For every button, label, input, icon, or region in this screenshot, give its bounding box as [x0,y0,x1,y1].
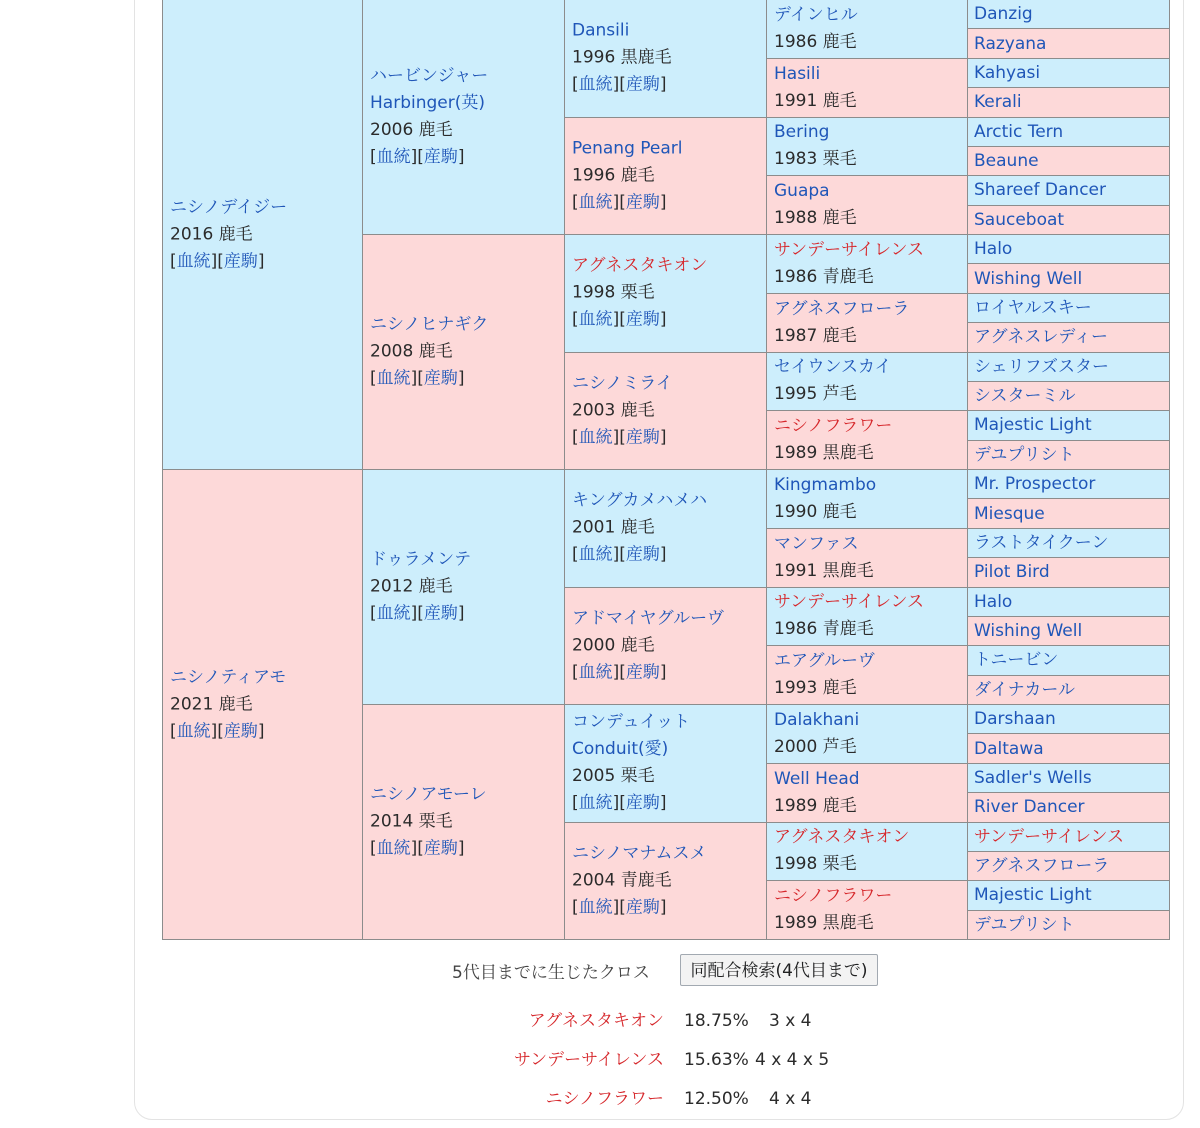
horse-english-name-link[interactable]: Harbinger(英) [370,93,485,113]
pedigree-link[interactable]: 血統 [578,897,613,918]
pedigree-cell [968,59,1170,88]
horse-birth-color: 1986 青鹿毛 [774,619,874,640]
pedigree-cell [968,499,1170,528]
horse-birth-color: 2016 鹿毛 [170,224,253,244]
pedigree-link[interactable]: 血統 [376,603,411,624]
horse-name-link[interactable]: Dalakhani [774,709,860,730]
pedigree-cell [968,646,1170,675]
pedigree-cell [968,881,1170,910]
horse-name-link[interactable]: アグネスタキオン [774,827,910,848]
cell-content [774,354,963,408]
horse-name-link[interactable]: Darshaan [974,709,1056,730]
horse-birth-color: 1983 栗毛 [774,149,857,170]
pedigree-cell [565,470,767,588]
pedigree-cell [363,0,565,235]
cell-content [974,294,1165,322]
cell-content [370,547,560,628]
pedigree-table [162,0,1170,940]
pedigree-cell [767,764,968,823]
horse-name-link[interactable]: Daltawa [974,738,1044,759]
cross-percentage: 12.50% [684,1089,749,1109]
pedigree-cell [968,235,1170,264]
horse-name-link[interactable]: Miesque [974,503,1045,524]
progeny-link[interactable]: 産駒 [423,147,458,167]
horse-links: [血統][産駒] [170,721,265,741]
cross-row [400,1086,830,1112]
horse-links: [血統][産駒] [572,544,667,565]
horse-name-link[interactable]: ニシノミライ [572,373,673,394]
horse-birth-color: 1986 鹿毛 [774,31,857,52]
horse-name-link[interactable]: サンデーサイレンス [774,239,925,260]
cell-content [974,705,1165,733]
cross-generations: 3 x 4 [769,1011,812,1031]
pedigree-link[interactable]: 血統 [578,309,613,330]
horse-name-link[interactable]: サンデーサイレンス [774,592,925,613]
pedigree-link[interactable]: 血統 [578,793,613,814]
horse-name-link[interactable]: コンデュイット [572,712,691,733]
cell-content [774,531,963,585]
horse-name-link[interactable]: Halo [974,591,1013,612]
pedigree-cell [968,441,1170,470]
horse-links: [血統][産駒] [572,793,667,814]
cell-content [974,881,1165,909]
cell-content [974,617,1165,645]
horse-name-link[interactable]: キングカメハメハ [572,490,708,511]
horse-name-link[interactable]: ダイナカール [974,679,1075,700]
progeny-link[interactable]: 産駒 [423,838,458,859]
horse-name-link[interactable]: サンデーサイレンス [974,826,1125,847]
pedigree-cell [968,0,1170,29]
pedigree-cell [968,470,1170,499]
cell-content [974,793,1165,821]
pedigree-cell [968,294,1170,323]
pedigree-cell [767,646,968,705]
pedigree-cell [968,852,1170,881]
horse-birth-color: 1989 黒鹿毛 [774,443,874,464]
horse-birth-color: 2000 芦毛 [774,736,857,757]
horse-birth-color: 1989 鹿毛 [774,795,857,816]
cell-content [974,176,1165,204]
cell-content [572,709,762,817]
pedigree-cell [767,881,968,940]
pedigree-cell [565,353,767,471]
horse-name-link[interactable]: ニシノティアモ [170,667,287,687]
pedigree-cell [968,29,1170,58]
horse-name-link[interactable]: ロイヤルスキー [974,297,1092,318]
horse-name-link[interactable]: Sadler's Wells [974,767,1092,788]
cell-content [774,413,963,467]
horse-name-link[interactable]: トニービン [974,650,1059,671]
cross-label: 5代目までに生じたクロス [452,963,650,983]
pedigree-link[interactable]: 血統 [376,368,411,389]
horse-name-link[interactable]: Majestic Light [974,415,1092,436]
cell-content [974,323,1165,351]
cell-content [774,472,963,526]
horse-birth-color: 2006 鹿毛 [370,120,453,140]
pedigree-cell [162,0,363,470]
cell-content [974,30,1165,58]
pedigree-cell [767,353,968,412]
pedigree-cell [968,176,1170,205]
cell-content [974,441,1165,469]
pedigree-link[interactable]: 血統 [376,147,411,167]
horse-name-link[interactable]: セイウンスカイ [774,357,892,378]
pedigree-cell [767,294,968,353]
pedigree-cell [565,235,767,353]
cross-horse-link[interactable]: アグネスタキオン [528,1011,664,1031]
horse-birth-color: 1998 栗毛 [774,854,857,875]
cell-content [974,588,1165,616]
cell-content [774,178,963,232]
cell-content [774,589,963,643]
horse-birth-color: 2001 鹿毛 [572,517,655,538]
horse-name-link[interactable]: Razyana [974,33,1047,54]
pedigree-cell [968,118,1170,147]
pedigree-link[interactable]: 血統 [578,544,613,565]
horse-name-link[interactable]: Shareef Dancer [974,180,1106,201]
horse-name-link[interactable]: ラストタイクーン [974,532,1109,553]
cross-generations: 4 x 4 x 5 [755,1050,830,1070]
cross-row [400,1008,830,1034]
cross-generations: 4 x 4 [769,1089,812,1109]
cell-content [774,61,963,115]
pedigree-cell [968,617,1170,646]
pedigree-cell [767,118,968,177]
horse-name-link[interactable]: Wishing Well [974,268,1083,289]
pedigree-cell [968,911,1170,940]
cell-content [974,265,1165,293]
horse-birth-color: 1996 鹿毛 [572,165,655,186]
horse-name-link[interactable]: Dansili [572,20,630,41]
pedigree-link[interactable]: 血統 [578,192,613,213]
cell-content [974,911,1165,939]
progeny-link[interactable]: 産駒 [625,427,660,448]
horse-name-link[interactable]: アグネスタキオン [572,255,708,276]
progeny-link[interactable]: 産駒 [625,309,660,330]
same-mating-search-button[interactable]: 同配合検索(4代目まで) [680,954,878,986]
cell-content [974,676,1165,704]
pedigree-cell [767,59,968,118]
pedigree-cell [968,705,1170,734]
cell-content [572,488,762,569]
horse-name-link[interactable]: ニシノヒナギク [370,314,489,335]
progeny-link[interactable]: 産駒 [625,662,660,683]
horse-name-link[interactable]: マンファス [774,533,859,554]
cell-content [974,206,1165,234]
cross-row [400,1047,830,1073]
pedigree-link[interactable]: 血統 [176,251,211,271]
pedigree-cell [565,0,767,118]
pedigree-cell [968,264,1170,293]
cell-content [774,237,963,291]
horse-name-link[interactable]: シェリフズスター [974,356,1109,377]
horse-name-link[interactable]: Hasili [774,63,821,84]
cell-content [974,529,1165,557]
progeny-link[interactable]: 産駒 [423,368,458,389]
horse-name-link[interactable]: Bering [774,122,830,143]
pedigree-cell [968,558,1170,587]
horse-name-link[interactable]: Arctic Tern [974,121,1064,142]
horse-links: [血統][産駒] [170,251,265,271]
horse-name-link[interactable]: デユプリシト [974,914,1075,935]
cell-content [572,18,762,99]
cell-content [572,605,762,686]
pedigree-cell [767,470,968,529]
pedigree-cell [968,323,1170,352]
cell-content [370,312,560,393]
horse-birth-color: 1995 芦毛 [774,384,857,405]
cell-content [370,63,560,171]
cell-content [774,2,963,56]
pedigree-cell [968,764,1170,793]
pedigree-cell [767,411,968,470]
pedigree-cell [767,588,968,647]
horse-name-link[interactable]: Penang Pearl [572,138,683,159]
horse-name-link[interactable]: River Dancer [974,797,1085,818]
cross-horse-link[interactable]: ニシノフラワー [545,1089,664,1109]
cell-content [974,823,1165,851]
pedigree-link[interactable]: 血統 [578,74,613,95]
cross-horse-link[interactable]: サンデーサイレンス [513,1050,664,1070]
pedigree-cell [968,793,1170,822]
horse-name-link[interactable]: ニシノフラワー [774,886,893,907]
horse-links: [血統][産駒] [572,74,667,95]
horse-name-link[interactable]: Beaune [974,151,1039,172]
cell-content [370,782,560,863]
horse-name-link[interactable]: Kerali [974,92,1022,113]
progeny-link[interactable]: 産駒 [423,603,458,624]
cell-content [974,764,1165,792]
progeny-link[interactable]: 産駒 [625,544,660,565]
pedigree-cell [363,235,565,470]
horse-name-link[interactable]: エアグルーヴ [774,651,875,672]
cell-content [974,235,1165,263]
horse-birth-color: 1991 鹿毛 [774,90,857,111]
cell-content [974,558,1165,586]
cross-percentage: 18.75% [684,1011,749,1031]
horse-name-link[interactable]: Sauceboat [974,209,1065,230]
horse-name-link[interactable]: Kingmambo [774,474,877,495]
cell-content [572,840,762,921]
cell-content [572,135,762,216]
horse-name-link[interactable]: ニシノデイジー [170,197,288,217]
horse-birth-color: 1987 鹿毛 [774,325,857,346]
horse-birth-color: 1993 鹿毛 [774,678,857,699]
horse-birth-color: 2003 鹿毛 [572,400,655,421]
horse-links: [血統][産駒] [572,897,667,918]
horse-birth-color: 1991 黒鹿毛 [774,560,874,581]
pedigree-cell [968,88,1170,117]
pedigree-link[interactable]: 血統 [578,427,613,448]
cell-content [974,382,1165,410]
cell-content [974,353,1165,381]
cell-content [774,119,963,173]
horse-links: [血統][産駒] [572,309,667,330]
horse-birth-color: 1989 黒鹿毛 [774,913,874,934]
horse-birth-color: 2012 鹿毛 [370,576,453,597]
horse-birth-color: 2004 青鹿毛 [572,870,672,891]
horse-name-link[interactable]: ニシノマナムスメ [572,843,707,864]
horse-name-link[interactable]: ハービンジャー [370,66,489,86]
pedigree-cell [968,353,1170,382]
pedigree-cell [565,705,767,823]
horse-name-link[interactable]: Kahyasi [974,62,1041,83]
cell-content [170,664,358,745]
horse-name-link[interactable]: シスターミル [974,386,1076,407]
pedigree-cell [767,705,968,764]
cell-content [572,253,762,334]
cell-content [974,118,1165,146]
horse-name-link[interactable]: Halo [974,239,1013,260]
horse-birth-color: 1986 青鹿毛 [774,266,874,287]
horse-links: [血統][産駒] [370,603,465,624]
horse-birth-color: 2008 鹿毛 [370,341,453,362]
cell-content [974,470,1165,498]
horse-name-link[interactable]: Well Head [774,768,860,789]
horse-birth-color: 1988 鹿毛 [774,208,857,229]
cell-content [774,648,963,702]
horse-name-link[interactable]: アドマイヤグルーヴ [572,608,725,629]
cell-content [974,59,1165,87]
pedigree-cell [363,470,565,705]
pedigree-link[interactable]: 血統 [176,721,211,741]
cell-content [974,411,1165,439]
cell-content [974,147,1165,175]
cell-content [974,735,1165,763]
pedigree-cell [968,676,1170,705]
horse-name-link[interactable]: ニシノフラワー [774,416,893,437]
horse-name-link[interactable]: ニシノアモーレ [370,784,487,805]
pedigree-cell [968,206,1170,235]
pedigree-cell [968,147,1170,176]
horse-name-link[interactable]: Wishing Well [974,621,1083,642]
cell-content [974,500,1165,528]
horse-name-link[interactable]: デユプリシト [974,444,1075,465]
horse-birth-color: 2000 鹿毛 [572,635,655,656]
horse-links: [血統][産駒] [572,427,667,448]
horse-name-link[interactable]: デインヒル [774,4,858,25]
horse-name-link[interactable]: アグネスレディー [974,327,1108,348]
pedigree-cell [968,529,1170,558]
pedigree-cell [968,411,1170,440]
horse-birth-color: 2005 栗毛 [572,766,655,787]
pedigree-cell [363,705,565,940]
horse-name-link[interactable]: Mr. Prospector [974,474,1096,495]
horse-links: [血統][産駒] [370,838,465,859]
horse-links: [血統][産駒] [370,368,465,389]
cell-content [774,766,963,820]
horse-links: [血統][産駒] [572,662,667,683]
pedigree-cell [968,588,1170,617]
cell-content [774,883,963,937]
horse-name-link[interactable]: Guapa [774,181,830,202]
progeny-link[interactable]: 産駒 [625,192,660,213]
pedigree-cell [767,176,968,235]
horse-birth-color: 2021 鹿毛 [170,694,253,714]
cross-percentage: 15.63% [684,1050,749,1070]
pedigree-link[interactable]: 血統 [578,662,613,683]
cell-content [974,0,1165,28]
progeny-link[interactable]: 産駒 [625,74,660,95]
pedigree-cell [968,734,1170,763]
pedigree-cell [565,823,767,941]
pedigree-cell [565,588,767,706]
horse-name-link[interactable]: アグネスフローラ [774,298,910,319]
pedigree-cell [565,118,767,236]
pedigree-cell [767,823,968,882]
cell-content [774,824,963,878]
cell-content [774,707,963,761]
horse-name-link[interactable]: Pilot Bird [974,562,1050,583]
horse-birth-color: 2014 栗毛 [370,811,453,832]
cell-content [572,370,762,451]
pedigree-cell [767,529,968,588]
horse-name-link[interactable]: ドゥラメンテ [370,549,472,570]
pedigree-cell [968,823,1170,852]
progeny-link[interactable]: 産駒 [625,793,660,814]
horse-name-link[interactable]: アグネスフローラ [974,856,1110,877]
progeny-link[interactable]: 産駒 [223,721,258,741]
horse-birth-color: 1990 鹿毛 [774,501,857,522]
progeny-link[interactable]: 産駒 [223,251,258,271]
horse-birth-color: 1998 栗毛 [572,282,655,303]
horse-links: [血統][産駒] [370,147,465,167]
horse-english-name-link[interactable]: Conduit(愛) [572,739,669,760]
horse-name-link[interactable]: Majestic Light [974,885,1092,906]
cell-content [974,852,1165,880]
horse-links: [血統][産駒] [572,192,667,213]
cell-content [974,646,1165,674]
progeny-link[interactable]: 産駒 [625,897,660,918]
pedigree-cell [767,0,968,59]
pedigree-cell [767,235,968,294]
pedigree-link[interactable]: 血統 [376,838,411,859]
cell-content [774,296,963,350]
cell-content [170,194,358,275]
cell-content [974,88,1165,116]
horse-birth-color: 1996 黒鹿毛 [572,47,672,68]
pedigree-cell [162,470,363,940]
pedigree-cell [968,382,1170,411]
horse-name-link[interactable]: Danzig [974,4,1033,25]
